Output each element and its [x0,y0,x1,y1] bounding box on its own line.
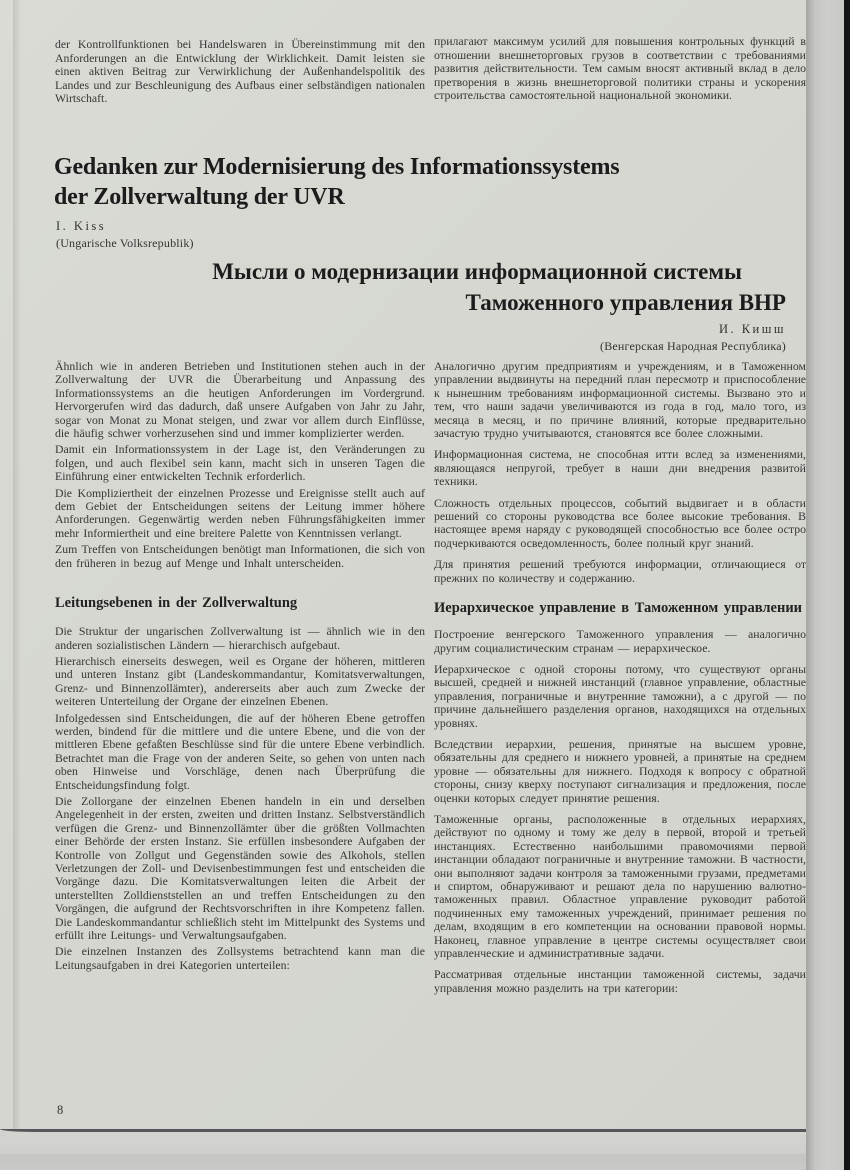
section-heading-ru: Иерархическое управление в Таможенном управлении [434,600,803,617]
body-paragraph: Аналогично другим предприятиям и учреждениям, и в Таможенном управлении выдвинуты на передний план пересмотр и приспособление к нынешним требованиям информационной системы. Вызвано это и тем, что наши задачи увеличиваются из года в год, мало того, из месяца в месяц, и по причине влияний, которые предварительно зачастую трудно учитываются, становятся все более сложными. [434,359,806,441]
body-paragraph: Вследствии иерархии, решения, принятые на высшем уровне, обязательны для среднего и нижнего уровней, а принятые на среднем уровне — обязательны для нижнего. Подходя к вопросу с обратной стороны, снизу кверху поступают сигнализация и предложения, после оценки которых следует принятие решения. [434,736,806,805]
author-block-de [56,219,194,251]
article-title-de [54,152,794,212]
intro-paragraph-de: der Kontrollfunktionen bei Handelswaren in Übereinstimmung mit den Anforderungen an die Entwicklung der Wirklichkeit. Damit leisten sie einen aktiven Beitrag zur Verwirklichung der Außenhandelspolitik des Landes und zur Beschleunigung des Aufbaus einer selbständigen nationalen Wirtschaft. [55,37,425,106]
page-gutter-shadow [13,0,21,1131]
scan-background-bottom [0,1132,850,1170]
body-paragraph: Damit ein Informationssystem in der Lage ist, den Veränderungen zu folgen, und auch flexibel sein kann, macht sich in unseren Tagen die Einführung einer entwickelten Technik erforderlich. [55,442,425,484]
article-title-ru [55,256,786,318]
body-paragraph: Таможенные органы, расположенные в отдельных иерархиях, действуют по одному и тому же делу в первой, второй и третьей инстанциях. Естественно наибольшими правомочиями первой инстанции обладают пограничные и внутренние таможни. В частности, они выполняют задачи контроля за таможенными грузами, предметами и спиртом, обнаруживают и решают дела по нарушению валютно-таможенных правил. Областное управление руководит работой подчиненных ему таможенных учреждений, принимает решения по делам, входящим в его компетенции на основании правовой нормы. Наконец, главное управление в центре системы осуществляет свои управленческие и административные задачи. [434,811,806,961]
body-paragraph: Zum Treffen von Entscheidungen benötigt man Informationen, die sich von den früheren in bezug auf Menge und Inhalt unterscheiden. [55,542,425,570]
body-paragraph: Рассматривая отдельные инстанции таможенной системы, задачи управления можно разделить на три категории: [434,967,806,995]
author-name-ru: И. Кишш [718,322,786,336]
body-paragraph: Die einzelnen Instanzen des Zollsystems betrachtend kann man die Leitungsaufgaben in drei Kategorien unterteilen: [55,944,425,972]
section-heading-de: Leitungsebenen in der Zollverwaltung [55,595,298,612]
scan-edge-black-strip [844,0,850,1170]
page-number: 8 [57,1103,64,1117]
body-paragraph: Сложность отдельных процессов, событий выдвигает и в области решений со стороны руководства все более высокие требования. В настоящее время наряду с руководящей способностью все более остро подчеркиваются осведомленность, более полный круг знаний. [434,495,806,550]
article-title-ru-line2: Таможенного управления ВНР [465,290,786,315]
body-paragraph: Infolgedessen sind Entscheidungen, die auf der höheren Ebene getroffen werden, bindend für die mittlere und die untere Ebene, und die von der mittleren Ebene gefaßten Beschlüsse sind für die untere Ebene verbindlich. Betrachtet man die Frage von der anderen Seite, so gehen von unten nach oben Hinweise und Vorschläge, denen nach Überprüfung die Entscheidungsfindung folgt. [55,710,425,792]
body-paragraph: Иерархическое с одной стороны потому, что существуют органы высшей, средней и нижней инстанций (главное управление, областные управления, пограничные и внутренние таможни), а с другой — по причине дальнейшего разделения органов, находящихся на отдельных уровнях. [434,661,806,730]
author-affiliation-de: (Ungarische Volksrepublik) [56,236,194,250]
article-title-de-line1: Gedanken zur Modernisierung des Informationssystems [54,154,620,180]
author-block-ru [55,322,786,354]
body-paragraph: Die Zollorgane der einzelnen Ebenen handeln in ein und derselben Angelegenheit in der ersten, zweiten und dritten Instanz. Selbstverständlich verfügen die Grenz- und Binnenzollämter über die größten Vollmachten einer Behörde der ersten Instanz. Sie erfüllen insbesondere Aufgaben der Kontrolle von Zollgut und Gegenständen sowie des Alkohols, stellen Verletzungen der Zoll- und Devisenbestimmungen fest und entscheiden die Vorgänge dazu. Die Komitatsverwaltungen leiten die Arbeit der unterstellten Zolldienststellen an und treffen Entscheidungen zu den Vorgängen, die aufgrund der Rechtsvorschriften in ihre Kompetenz fallen. Die Landeskommandantur schließlich steht im Mittelpunkt des Systems und erfüllt ihre Leitungs- und Verwaltungsaufgaben. [55,793,426,943]
body-paragraph: Ähnlich wie in anderen Betrieben und Institutionen stehen auch in der Zollverwaltung der UVR die Überarbeitung und Anpassung des Informationssystems an die heutigen Anforderungen im Vordergrund. Hervorgerufen wird das dadurch, daß unsere Aufgaben von Jahr zu Jahr, sogar von Monat zu Monat steigen, und zwar vor allem durch Einflüsse, die häufig schwer vorherzusehen sind und immer komplizierter werden. [55,359,425,441]
column-russian [434,360,806,1003]
article-title-de-line2: der Zollverwaltung der UVR [54,184,345,210]
body-paragraph: Hierarchisch einerseits deswegen, weil es Organe der höheren, mittleren und unteren Instanz gibt (Landeskommandantur, Komitatsverwaltungen, Grenz- und Binnenzollämter), andererseits aber auch zum Zwecke der weiteren Unterteilung der Organe der einzelnen Ebenen. [55,653,425,709]
body-paragraph: Построение венгерского Таможенного управления — аналогично другим социалистическим странам — иерархическое. [434,627,806,655]
body-paragraph: Die Kompliziertheit der einzelnen Prozesse und Ereignisse stellt auch auf dem Gebiet der Entscheidungen seitens der Leitung immer höhere Anforderungen. Gegenwärtig werden neben Führungsfähigkeiten immer mehr Informiertheit und eine breitere Palette von Kenntnissen verlangt. [55,485,425,540]
author-affiliation-ru: (Венгерская Народная Республика) [600,339,786,353]
body-paragraph: Информационная система, не способная итти вслед за изменениями, являющаяся непругой, требует в наши дни внедрения развитой техники. [434,447,806,489]
article-title-ru-line1: Мысли о модернизации информационной системы [212,259,742,284]
body-paragraph: Die Struktur der ungarischen Zollverwaltung ist — ähnlich wie in den anderen sozialistischen Ländern — hierarchisch aufgebaut. [55,624,425,652]
column-german [55,360,425,975]
author-name-de: I. Kiss [56,219,107,233]
next-page-edge-strip [806,0,844,1170]
body-paragraph: Для принятия решений требуются информации, отличающиеся от прежних по количеству и содержанию. [434,557,806,585]
intro-paragraph-ru: прилагают максимум усилий для повышения контрольных функций в отношении внешнеторговых грузов в соответствии с требованиями развития действительности. Тем самым вносят активный вклад в дело претворения в жизнь внешнеторговой политики страны и ускорения строительства самостоятельной национальной экономики. [434,34,806,103]
